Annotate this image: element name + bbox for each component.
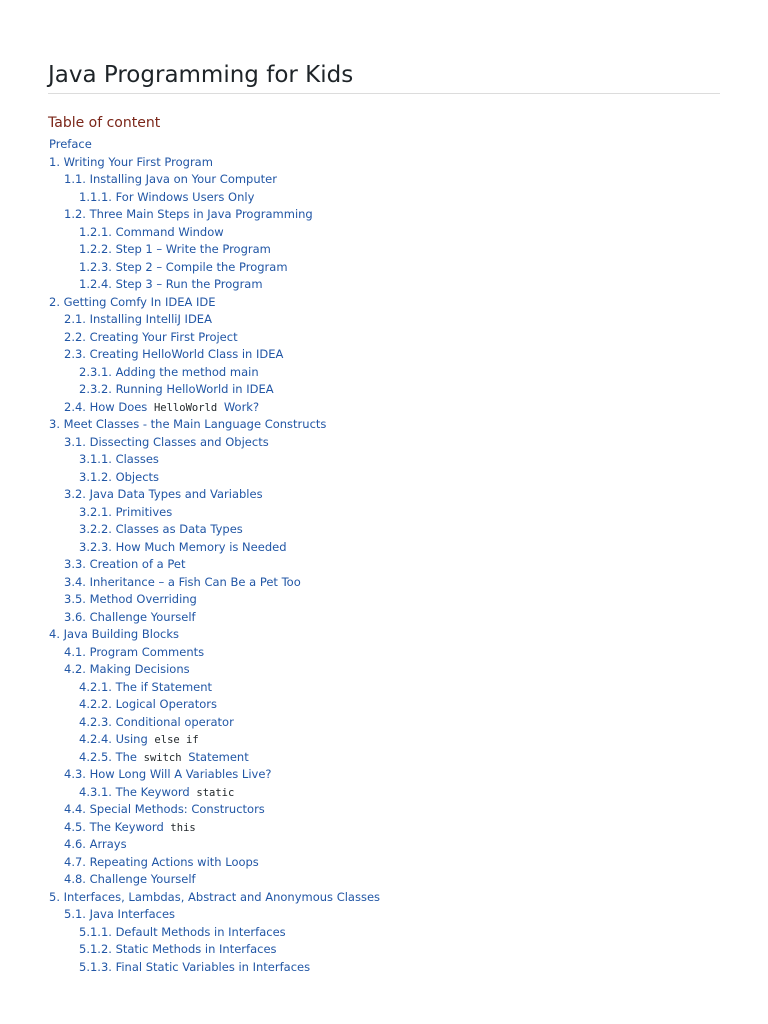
- toc-link[interactable]: [49, 627, 179, 641]
- toc-link[interactable]: [64, 872, 196, 886]
- toc-item: [48, 556, 720, 574]
- toc-link-text: 1.1.1. For Windows Users Only: [79, 189, 255, 204]
- toc-item: [48, 731, 720, 749]
- toc-link[interactable]: [79, 925, 286, 939]
- toc-item: [48, 749, 720, 767]
- toc-link-text-after: Statement: [184, 749, 249, 764]
- toc-link[interactable]: [64, 435, 269, 449]
- toc-link[interactable]: [64, 855, 259, 869]
- toc-item: [48, 924, 720, 942]
- toc-link-code: switch: [143, 751, 182, 764]
- toc-item: [48, 329, 720, 347]
- toc-link[interactable]: [64, 207, 313, 221]
- toc-link-text: 2.3. Creating HelloWorld Class in IDEA: [64, 347, 284, 361]
- toc-item: [48, 959, 720, 977]
- toc-link[interactable]: [64, 592, 197, 606]
- table-of-contents: [48, 136, 720, 976]
- toc-link-text: 1.2.3. Step 2 – Compile the Program: [79, 259, 288, 274]
- toc-item: [48, 591, 720, 609]
- toc-link-text: 3.3. Creation of a Pet: [64, 557, 186, 571]
- toc-link-text: 4.1. Program Comments: [64, 644, 205, 659]
- toc-link[interactable]: [79, 260, 288, 274]
- toc-item: [48, 784, 720, 802]
- toc-item: [48, 189, 720, 207]
- toc-link-text: Preface: [49, 137, 92, 151]
- toc-link[interactable]: [64, 802, 265, 816]
- toc-link[interactable]: [79, 452, 159, 466]
- toc-item: [48, 906, 720, 924]
- toc-link[interactable]: [79, 697, 217, 711]
- toc-item: [48, 381, 720, 399]
- toc-link-text: 3.1.2. Objects: [79, 469, 160, 484]
- toc-link-text: 4.2.3. Conditional operator: [79, 714, 234, 729]
- toc-link-text: 4.3.1. The Keyword: [79, 784, 194, 799]
- toc-link-text: 3.2.3. How Much Memory is Needed: [79, 539, 287, 554]
- toc-link[interactable]: [79, 225, 224, 239]
- toc-item: [48, 819, 720, 837]
- toc-item: [48, 941, 720, 959]
- toc-link[interactable]: [49, 137, 92, 151]
- toc-link[interactable]: [64, 557, 185, 571]
- toc-link[interactable]: [79, 942, 277, 956]
- toc-link-text: 2. Getting Comfy In IDEA IDE: [49, 294, 216, 309]
- toc-link-code: HelloWorld: [153, 401, 218, 414]
- toc-item: [48, 644, 720, 662]
- toc-item: [48, 469, 720, 487]
- toc-item: [48, 521, 720, 539]
- toc-link-text: 4.2.4. Using: [79, 732, 152, 746]
- toc-link-text: 4.2. Making Decisions: [64, 662, 190, 676]
- toc-link[interactable]: [49, 890, 380, 904]
- toc-link[interactable]: [64, 312, 212, 326]
- toc-link[interactable]: [79, 715, 234, 729]
- toc-item: [48, 696, 720, 714]
- toc-link-text: 1.2.4. Step 3 – Run the Program: [79, 277, 263, 291]
- toc-link[interactable]: [64, 610, 196, 624]
- toc-item: [48, 451, 720, 469]
- toc-item: [48, 836, 720, 854]
- toc-link-text: 3. Meet Classes - the Main Language Constructs: [49, 417, 327, 431]
- toc-link-text: 1.1. Installing Java on Your Computer: [64, 172, 277, 186]
- toc-item: [48, 294, 720, 312]
- toc-item: [48, 399, 720, 417]
- toc-item: [48, 206, 720, 224]
- toc-link-text: 2.3.1. Adding the method main: [79, 364, 259, 379]
- toc-link[interactable]: [49, 417, 326, 431]
- toc-link-text: 4.2.5. The: [79, 749, 141, 764]
- toc-item: [48, 626, 720, 644]
- toc-link-text: 3.6. Challenge Yourself: [64, 609, 196, 624]
- toc-link-text: 3.4. Inheritance – a Fish Can Be a Pet Too: [64, 574, 301, 589]
- toc-link[interactable]: [79, 785, 237, 799]
- toc-link-text: 3.5. Method Overriding: [64, 592, 197, 606]
- toc-link-text: 1. Writing Your First Program: [49, 154, 213, 169]
- toc-link[interactable]: [49, 155, 213, 169]
- toc-link-text: 4. Java Building Blocks: [49, 627, 179, 641]
- toc-item: [48, 154, 720, 172]
- toc-link-code: this: [170, 821, 196, 834]
- toc-link[interactable]: [49, 295, 216, 309]
- toc-link[interactable]: [64, 347, 283, 361]
- toc-link-text: 4.2.2. Logical Operators: [79, 697, 217, 711]
- toc-link-code: static: [196, 786, 235, 799]
- toc-item: [48, 311, 720, 329]
- toc-link-text: 4.5. The Keyword: [64, 819, 168, 834]
- toc-link[interactable]: [64, 767, 272, 781]
- toc-link[interactable]: [79, 470, 159, 484]
- toc-link-text: 4.6. Arrays: [64, 837, 127, 851]
- toc-item: [48, 241, 720, 259]
- toc-link-text: 4.4. Special Methods: Constructors: [64, 802, 265, 816]
- toc-link[interactable]: [64, 575, 301, 589]
- toc-link-text: 3.1. Dissecting Classes and Objects: [64, 434, 269, 449]
- toc-link-text: 2.4. How Does: [64, 399, 151, 414]
- toc-link[interactable]: [79, 540, 287, 554]
- toc-link[interactable]: [64, 645, 204, 659]
- toc-link[interactable]: [79, 505, 172, 519]
- toc-link[interactable]: [64, 907, 175, 921]
- toc-link[interactable]: [79, 277, 263, 291]
- toc-item: [48, 539, 720, 557]
- toc-item: [48, 801, 720, 819]
- toc-link[interactable]: [79, 242, 271, 256]
- toc-heading: Table of content: [48, 115, 161, 131]
- toc-link-text: 4.8. Challenge Yourself: [64, 872, 196, 886]
- page-title: Java Programming for Kids: [48, 62, 354, 88]
- toc-link-text: 2.1. Installing IntelliJ IDEA: [64, 312, 212, 326]
- toc-item: [48, 766, 720, 784]
- toc-link-text-after: Work?: [220, 399, 260, 414]
- toc-item: [48, 364, 720, 382]
- toc-link-text: 5.1.3. Final Static Variables in Interfaces: [79, 959, 311, 974]
- toc-link[interactable]: [79, 680, 212, 694]
- toc-link-text: 3.2.2. Classes as Data Types: [79, 522, 243, 536]
- toc-link-text: 4.3. How Long Will A Variables Live?: [64, 767, 272, 781]
- toc-item: [48, 661, 720, 679]
- toc-link-code: else if: [154, 734, 199, 746]
- toc-item: [48, 714, 720, 732]
- toc-link[interactable]: [79, 732, 202, 746]
- toc-link-text: 5.1. Java Interfaces: [64, 907, 176, 921]
- toc-link[interactable]: [79, 190, 254, 204]
- toc-link[interactable]: [64, 662, 190, 676]
- toc-link[interactable]: [79, 382, 274, 396]
- toc-link-text: 1.2.2. Step 1 – Write the Program: [79, 242, 271, 256]
- document-page: [48, 0, 720, 976]
- toc-link[interactable]: [79, 365, 259, 379]
- toc-item: [48, 486, 720, 504]
- toc-link[interactable]: [64, 487, 263, 501]
- toc-item: [48, 136, 720, 154]
- toc-link-text: 1.2.1. Command Window: [79, 224, 224, 239]
- toc-item: [48, 224, 720, 242]
- toc-link-text: 4.7. Repeating Actions with Loops: [64, 854, 259, 869]
- toc-link[interactable]: [64, 172, 277, 186]
- toc-item: [48, 171, 720, 189]
- toc-link-text: 4.2.1. The if Statement: [79, 679, 213, 694]
- toc-link[interactable]: [64, 820, 199, 834]
- toc-item: [48, 574, 720, 592]
- toc-link[interactable]: [79, 750, 249, 764]
- toc-link[interactable]: [79, 522, 243, 536]
- toc-link-text: 5. Interfaces, Lambdas, Abstract and Anonymous Classes: [49, 889, 381, 904]
- toc-link-text: 5.1.2. Static Methods in Interfaces: [79, 942, 277, 956]
- toc-link-text: 3.2. Java Data Types and Variables: [64, 487, 263, 501]
- toc-item: [48, 609, 720, 627]
- toc-item: [48, 854, 720, 872]
- toc-link-text: 2.3.2. Running HelloWorld in IDEA: [79, 382, 274, 396]
- toc-link[interactable]: [64, 837, 127, 851]
- toc-link[interactable]: [79, 960, 310, 974]
- toc-link-text: 3.1.1. Classes: [79, 452, 159, 466]
- toc-link[interactable]: [64, 400, 259, 414]
- toc-item: [48, 416, 720, 434]
- toc-link-text: 3.2.1. Primitives: [79, 504, 173, 519]
- toc-item: [48, 346, 720, 364]
- toc-item: [48, 259, 720, 277]
- toc-item: [48, 276, 720, 294]
- toc-item: [48, 871, 720, 889]
- title-divider: [48, 93, 720, 94]
- toc-link-text: 5.1.1. Default Methods in Interfaces: [79, 924, 286, 939]
- toc-item: [48, 434, 720, 452]
- toc-link-text: 2.2. Creating Your First Project: [64, 329, 238, 344]
- toc-link-text: 1.2. Three Main Steps in Java Programming: [64, 207, 313, 221]
- toc-item: [48, 679, 720, 697]
- toc-link[interactable]: [64, 330, 238, 344]
- toc-item: [48, 889, 720, 907]
- toc-item: [48, 504, 720, 522]
